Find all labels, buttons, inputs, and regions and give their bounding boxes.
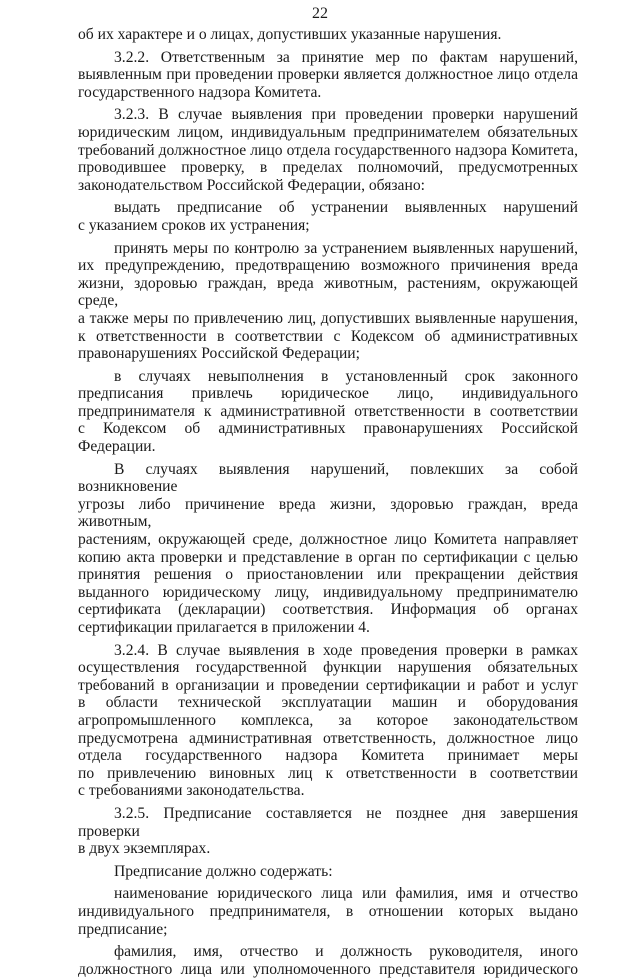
- text-line: юридическим лицом, индивидуальным предпринимателем обязательных: [78, 123, 578, 141]
- text-line: проводившее проверку, в пределах полномочий, предусмотренных: [78, 159, 578, 177]
- text-line: правонарушениях Российской Федерации;: [78, 345, 360, 363]
- paragraph-order-contents: [78, 863, 578, 881]
- paragraph-line: [78, 747, 578, 765]
- paragraph-line: [78, 84, 578, 102]
- text-line: в случаях невыполнения в установленный срок законного: [114, 367, 578, 385]
- list-item-entity-name: [78, 885, 578, 903]
- text-line: к ответственности в соответствии с Кодексом об административных: [78, 327, 578, 345]
- paragraph-line: [78, 345, 578, 363]
- paragraph-line: [78, 712, 578, 730]
- paragraph-3-2-5: [78, 805, 578, 840]
- paragraph-line: [78, 531, 578, 549]
- paragraph-line: [78, 420, 578, 438]
- paragraph: [78, 26, 578, 44]
- text-line: 3.2.4. В случае выявления в ходе проведения проверки в рамках: [114, 641, 578, 659]
- text-line: Предписание должно содержать:: [114, 862, 333, 880]
- paragraph-line: [78, 159, 578, 177]
- text-line: 3.2.2. Ответственным за принятие мер по фактам нарушений,: [114, 48, 578, 66]
- paragraph-line: [78, 275, 578, 310]
- paragraph-line: [78, 403, 578, 421]
- paragraph-line: [78, 496, 578, 531]
- paragraph-line: [78, 438, 578, 456]
- text-line: угрозы либо причинение вреда жизни, здоровью граждан, вреда животным,: [78, 495, 578, 531]
- paragraph-line: [78, 730, 578, 748]
- text-line: с требованиями законодательства.: [78, 782, 305, 800]
- paragraph-3-2-4: [78, 642, 578, 660]
- text-line: жизни, здоровью граждан, вреда животным, растениям, окружающей среде,: [78, 274, 578, 310]
- text-line: 3.2.3. В случае выявления при проведении проверки нарушений: [114, 106, 578, 124]
- text-line: В случаях выявления нарушений, повлекших за собой возникновение: [78, 460, 578, 496]
- text-line: в области технической эксплуатации машин и оборудования: [78, 694, 578, 712]
- text-line: агропромышленного комплекса, за которое законодательством: [78, 711, 578, 729]
- text-line: с указанием сроков их устранения;: [78, 216, 310, 234]
- list-item-take-measures: [78, 240, 578, 258]
- text-line: об их характере и о лицах, допустивших указанные нарушения.: [78, 26, 502, 43]
- paragraph-line: [78, 328, 578, 346]
- text-line: растениям, окружающей среде, должностное лицо Комитета направляет: [78, 531, 578, 549]
- text-line: а также меры по привлечению лиц, допустивших выявленные нарушения,: [78, 309, 578, 327]
- paragraph-line: [78, 549, 578, 567]
- paragraph-line: [78, 601, 578, 619]
- text-line: должностного лица или уполномоченного представителя юридического: [78, 960, 578, 978]
- text-line: предусмотрена административная ответственность, должностное лицо: [78, 729, 578, 747]
- paragraph-line: [78, 177, 578, 195]
- paragraph-line: [78, 385, 578, 403]
- paragraph-line: [78, 566, 578, 584]
- paragraph-3-2-3: [78, 106, 578, 124]
- text-line: требований должностное лицо отдела государственного надзора Комитета,: [78, 141, 578, 159]
- text-line: с Кодексом об административных правонарушениях Российской: [78, 420, 578, 438]
- paragraph-line: [78, 142, 578, 160]
- paragraph-line: [78, 584, 578, 602]
- text-line: фамилия, имя, отчество и должность руководителя, иного: [114, 943, 578, 961]
- paragraph-harm-cases: [78, 461, 578, 496]
- text-line: Федерации.: [78, 438, 156, 456]
- paragraph-3-2-2: [78, 49, 578, 67]
- text-line: законодательством Российской Федерации, обязано:: [78, 176, 425, 194]
- text-line: в двух экземплярах.: [78, 840, 211, 858]
- list-item-issue-order: [78, 199, 578, 217]
- text-line: предписания привлечь юридическое лицо, индивидуального: [78, 385, 578, 403]
- text-line: выдать предписание об устранении выявленных нарушений: [114, 199, 578, 217]
- text-line: наименование юридического лица или фамилия, имя и отчество: [114, 885, 578, 903]
- paragraph-line: [78, 217, 578, 235]
- paragraph-line: [78, 677, 578, 695]
- text-line: выданного юридическому лицу, индивидуальному предпринимателю: [78, 583, 578, 601]
- text-line: требований в организации и проведении сертификации и работ и услуг: [78, 676, 578, 694]
- text-line: предпринимателя к административной ответственности в соответствии: [78, 402, 578, 420]
- text-line: принять меры по контролю за устранением выявленных нарушений,: [114, 239, 578, 257]
- paragraph-line: [78, 310, 578, 328]
- text-line: их предупреждению, предотвращению возможного причинения вреда: [78, 257, 578, 275]
- text-line: сертификации прилагается в приложении 4.: [78, 619, 370, 636]
- list-item-official-name: [78, 943, 578, 961]
- paragraph-line: [78, 921, 578, 939]
- list-item-non-compliance: [78, 368, 578, 386]
- text-line: предписание;: [78, 920, 168, 938]
- paragraph-line: [78, 961, 578, 978]
- paragraph-line: [78, 903, 578, 921]
- paragraph-line: [78, 257, 578, 275]
- paragraph-line: [78, 694, 578, 712]
- paragraph-line: [78, 782, 578, 800]
- paragraph-line: [78, 659, 578, 677]
- paragraph-line: [78, 765, 578, 783]
- text-line: сертификата (декларации) соответствия. Информация об органах: [78, 601, 578, 619]
- text-line: копию акта проверки и представление в орган по сертификации с целью: [78, 548, 578, 566]
- text-line: осуществления государственной функции нарушения обязательных: [78, 659, 578, 677]
- page-number: 22: [312, 5, 328, 22]
- text-line: индивидуального предпринимателя, в отношении которых выдано: [78, 902, 578, 920]
- text-line: 3.2.5. Предписание составляется не позднее дня завершения проверки: [78, 804, 578, 840]
- text-line: отдела государственного надзора Комитета принимает меры: [78, 747, 578, 765]
- paragraph-line: [78, 124, 578, 142]
- text-line: выявленным при проведении проверки является должностное лицо отдела: [78, 66, 578, 84]
- paragraph-line: [78, 66, 578, 84]
- text-line: принятия решения о приостановлении или прекращении действия: [78, 566, 578, 584]
- paragraph-line: [78, 619, 578, 637]
- text-line: по привлечению виновных лиц к ответственности в соответствии: [78, 764, 578, 782]
- text-line: государственного надзора Комитета.: [78, 83, 322, 101]
- paragraph-line: [78, 840, 578, 858]
- document-body: [78, 26, 578, 978]
